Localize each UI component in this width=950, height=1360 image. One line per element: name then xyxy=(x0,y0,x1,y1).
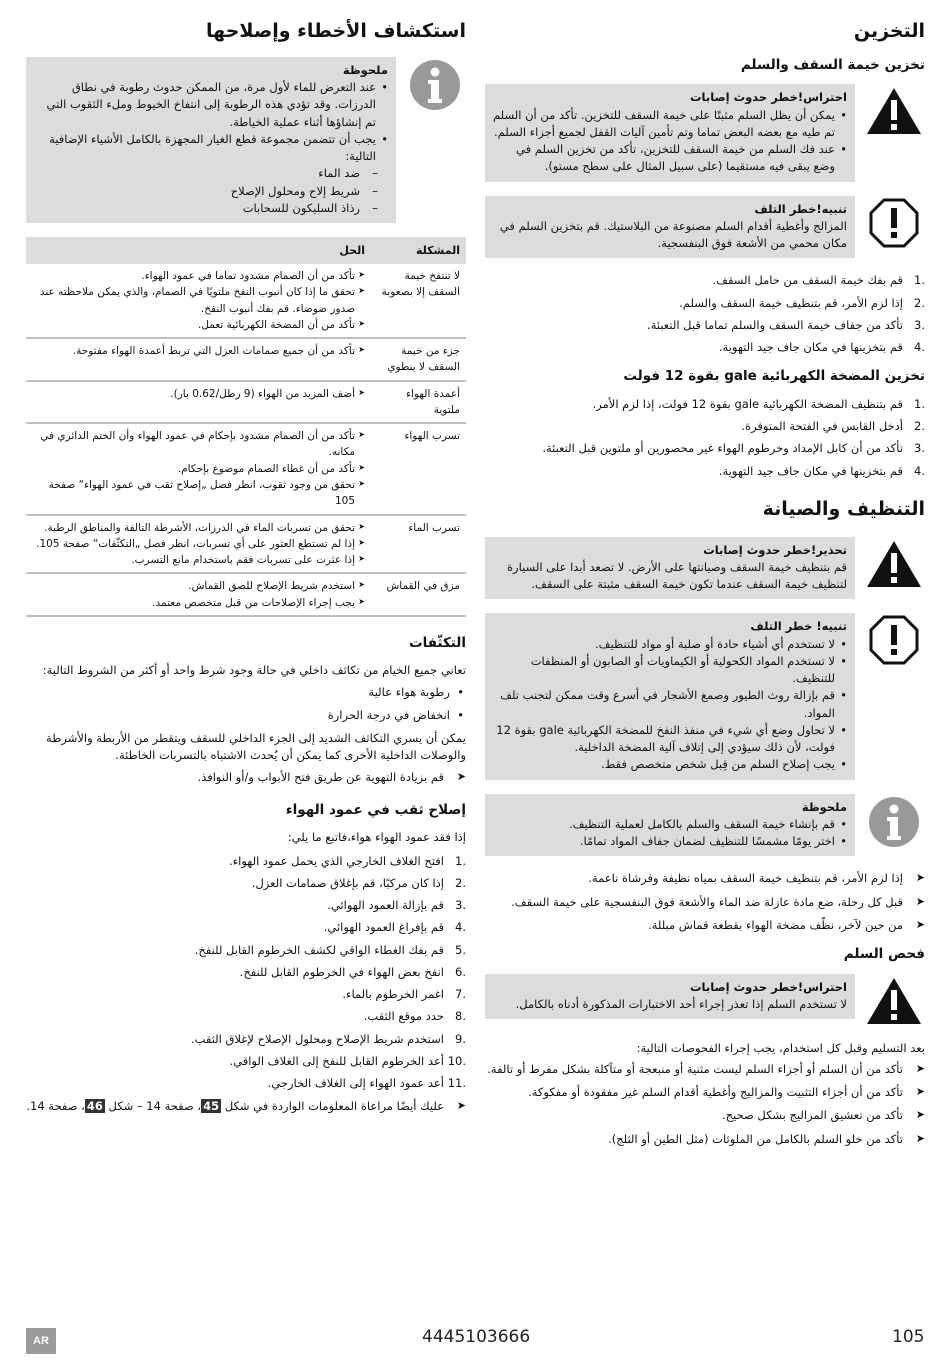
table-row xyxy=(26,381,466,424)
ladder-intro: بعد التسليم وقبل كل استخدام، يجب إجراء الفحوصات التالية: xyxy=(636,1040,925,1055)
step-item: .8 حدد موقع الثقب. xyxy=(363,1009,466,1024)
col-solution-header: الحل xyxy=(26,237,371,264)
troubleshooting-title: استكشاف الأخطاء وإصلاحها xyxy=(206,20,466,42)
cleaning-warning-panel xyxy=(485,537,855,600)
step-item: .9 استخدم شريط الإصلاح ومحلول الإصلاح لإغلاق الثقب. xyxy=(190,1031,466,1046)
caution-item: • لا تستخدم أي أشياء حادة أو صلبة أو مواد للتنظيف. xyxy=(493,636,847,653)
condition-item: • رطوبة هواء عالية xyxy=(26,684,466,701)
step-item: .3 تأكد من جفاف خيمة السقف والسلم تماما قبل التعبئة. xyxy=(647,317,925,332)
step-item: .11 أعد عمود الهواء إلى الغلاف الخارجي. xyxy=(267,1076,466,1091)
warning-title: احتراس!خطر حدوث إصابات xyxy=(690,90,847,105)
awning-caution-box xyxy=(485,196,925,259)
step-item: .2 إذا كان مركبًا، قم بإغلاق صمامات العزل. xyxy=(251,875,466,890)
condensation-action xyxy=(26,769,466,786)
note-item: • يجب أن تتضمن مجموعة قطع الغيار المجهزة بالكامل الأشياء الإضافية التالية: xyxy=(34,131,388,166)
note-title: ملحوظة xyxy=(801,799,847,814)
step-item: .2 إذا لزم الأمر، قم بتنظيف خيمة السقف والسلم. xyxy=(679,295,925,310)
repair-heading: إصلاح ثقب في عمود الهواء xyxy=(285,801,466,818)
action-item: ➤ إذا لزم الأمر، قم بتنظيف خيمة السقف بمياه نظيفة وفرشاة ناعمة. xyxy=(485,870,925,887)
step-item: .5 قم بفك الغطاء الواقي لكشف الخرطوم القابل للنفخ. xyxy=(194,942,466,957)
troubleshooting-note-box xyxy=(26,57,466,223)
check-item: ➤ تأكد من خلو السلم بالكامل من الملوثات (مثل الطين أو الثلج). xyxy=(485,1131,925,1148)
caution-icon xyxy=(863,613,925,665)
solution-cell: ➤ أضف المزيد من الهواء (9 رطل/0.62 بار). xyxy=(26,381,371,424)
awning-heading: تخزين خيمة السقف والسلم xyxy=(740,56,925,73)
caution-title: تنبيه! خطر التلف xyxy=(750,619,847,634)
problem-cell: تسرب الماء xyxy=(371,515,466,574)
cleaning-note-panel xyxy=(485,794,855,857)
info-icon xyxy=(404,57,466,111)
table-row xyxy=(26,515,466,574)
note-item: • عند التعرض للماء لأول مرة، من الممكن حدوث رطوبة في نطاق الدرزات. وقد تؤدي هذه الرطوبة إلى انتفاخ الخيوط وملء الثقوب التي تم إنشاؤها أثناء عملية الخياطة. xyxy=(34,79,388,131)
step-item: .1 قم بتنظيف المضخة الكهربائية gale بقوة 12 فولت، إذا لزم الأمر. xyxy=(592,396,925,411)
solution-cell: ➤ تأكد من أن الصمام مشدود تماما في عمود الهواء. ➤ تحقق ما إذا كان أنبوب النفخ ملتويًا في الصمام، والذي يمكن ملاحظته عند صدور ضوضاء. قم بفك أنبوب النفخ. ➤ تأكد من أن المضخة الكهربائية تعمل. xyxy=(26,264,371,338)
action-item: ➤ قبل كل رحلة، ضع مادة عازلة ضد الماء والأشعة فوق البنفسجية على خيمة السقف. xyxy=(485,894,925,911)
step-item: .4 قم بإفراغ العمود الهوائي. xyxy=(323,920,466,935)
condensation-conditions xyxy=(26,684,466,725)
condensation-text: يمكن أن يسري التكاثف الشديد إلى الجزء الداخلي للسقف ويتقطر من الأربطة والأشرطة والوصلات الداخلية الأخرى كما يمكن أن يُحدث الاشتباه بالتسربات الخاطئة. xyxy=(46,731,466,763)
solution-cell: ➤ تأكد من أن الصمام مشدود بإحكام في عمود الهواء وأن الختم الدائري في مكانه. ➤ تأكد من أن غطاء الصمام موضوع بإحكام. ➤ تحقق من وجود ثقوب، انظر فصل „إصلاح ثقب في عمود الهواء“ صفحة 105 xyxy=(26,423,371,514)
step-item: .7 اغمر الخرطوم بالماء. xyxy=(342,987,466,1002)
ladder-warning-box xyxy=(485,974,925,1026)
ladder-warning-panel xyxy=(485,974,855,1020)
storage-title: التخزين xyxy=(853,20,925,42)
troubleshooting-table xyxy=(26,237,466,617)
check-item: ➤ تأكد من تعشيق المزاليج بشكل صحيح. xyxy=(485,1107,925,1124)
note-item: • قم بإنشاء خيمة السقف والسلم بالكامل لعملية التنظيف. xyxy=(493,816,847,833)
figure-reference: ➤ عليك أيضًا مراعاة المعلومات الواردة في شكل 45، صفحة 14 – شكل 46، صفحة 14. xyxy=(26,1098,466,1115)
step-item: .6 انفخ بعض الهواء في الخرطوم القابل للنفخ. xyxy=(239,964,466,979)
solution-cell: ➤ تأكد من أن جميع صمامات العزل التي تربط أعمدة الهواء مفتوحة. xyxy=(26,338,371,381)
cleaning-caution-panel xyxy=(485,613,855,779)
troubleshooting-note-panel xyxy=(26,57,396,223)
cleaning-note-box xyxy=(485,794,925,857)
ladder-heading: فحص السلم xyxy=(843,946,925,963)
solution-cell: ➤ استخدم شريط الإصلاح للصق القماش. ➤ يجب إجراء الإصلاحات من قبل متخصص معتمد. xyxy=(26,573,371,616)
check-item: ➤ تأكد من أن أجزاء التثبيت والمزاليج وأغطية أقدام السلم غير مفقودة أو مفكوكة. xyxy=(485,1084,925,1101)
warning-text: لا تستخدم السلم إذا تعذر إجراء أحد الاختبارات المذكورة أدناه بالكامل. xyxy=(515,996,847,1011)
caution-item: • لا تستخدم المواد الكحولية أو الكيماويات أو الصابون أو المنظفات للتنظيف. xyxy=(493,653,847,688)
warning-icon xyxy=(863,537,925,589)
figure-45-tag: 45 xyxy=(203,1099,220,1114)
caution-icon xyxy=(863,196,925,248)
note-subitem: – رذاذ السليكون للسحابات xyxy=(34,200,378,217)
cleaning-title: التنظيف والصيانة xyxy=(762,497,925,520)
caution-title: تنبيه!خطر التلف xyxy=(754,201,847,216)
problem-cell: لا تنتفخ خيمة السقف إلا بصعوبة xyxy=(371,264,466,338)
awning-caution-panel xyxy=(485,196,855,259)
condensation-heading: التكثّفات xyxy=(409,634,466,651)
warning-text: قم بتنظيف خيمة السقف وصيانتها على الأرض. لا تصعد أبدا على السيارة لتنظيف خيمة السقف عندما تكون خيمة السقف مثبتة على السقف. xyxy=(507,559,847,592)
pump-heading: تخزين المضخة الكهربائية gale بقوة 12 فولت xyxy=(623,368,925,385)
step-item: .4 قم بتخزينها في مكان جاف جيد التهوية. xyxy=(718,340,925,355)
table-row xyxy=(26,264,466,338)
condition-item: • انخفاض في درجة الحرارة xyxy=(26,707,466,724)
document-code: 4445103666 xyxy=(422,1327,531,1347)
cleaning-actions xyxy=(485,870,925,934)
warning-title: تحذير!خطر حدوث إصابات xyxy=(703,542,847,557)
note-subitem: – شريط إلاح ومحلول الإصلاح xyxy=(34,183,378,200)
right-column xyxy=(485,20,925,1154)
caution-item: • قم بإزالة روث الطيور وصمغ الأشجار في أسرع وقت ممكن لتجنب تلف المواد. xyxy=(493,687,847,722)
table-row xyxy=(26,573,466,616)
left-column xyxy=(26,20,466,1122)
step-item: .2 أدخل القابس في الفتحة المتوفرة. xyxy=(741,419,925,434)
warning-icon xyxy=(863,974,925,1026)
repair-intro: إذا فقد عمود الهواء هواء،فاتبع ما يلي: xyxy=(287,830,466,845)
step-item: .10 أعد الخرطوم القابل للنفخ إلى الغلاف الواقي. xyxy=(229,1053,466,1068)
figure-46-tag: 46 xyxy=(86,1099,103,1114)
ladder-checks xyxy=(485,1061,925,1148)
warning-title: احتراس!خطر حدوث إصابات xyxy=(690,979,847,994)
note-title: ملحوظة xyxy=(342,62,388,77)
warning-item: • عند فك السلم من خيمة السقف للتخزين، تأكد من تخزين السلم في وضع يبقى فيه مستقيما (على سبيل المثال على سطح مستو). xyxy=(493,141,847,176)
table-row xyxy=(26,338,466,381)
language-badge: AR xyxy=(26,1328,56,1354)
problem-cell: أعمدة الهواء ملتوية xyxy=(371,381,466,424)
cleaning-warning-box xyxy=(485,537,925,600)
repair-reference xyxy=(26,1098,466,1115)
step-item: .4 قم بتخزينها في مكان جاف جيد التهوية. xyxy=(718,463,925,478)
table-row xyxy=(26,423,466,514)
caution-text: المزالج وأغطية أقدام السلم مصنوعة من البلاستيك. قم بتخزين السلم في مكان محمي من الأشعة فوق البنفسجية. xyxy=(499,218,847,251)
col-problem-header: المشكلة xyxy=(371,237,466,264)
page-number: 105 xyxy=(892,1327,925,1347)
note-item: • اختر يومًا مشمسًا للتنظيف لضمان جفاف المواد تمامًا. xyxy=(493,833,847,850)
note-subitem: – ضد الماء xyxy=(34,165,378,182)
caution-item: • يجب إصلاح السلم من قِبل شخص متخصص فقط. xyxy=(493,756,847,773)
step-item: .1 قم بفك خيمة السقف من حامل السقف. xyxy=(712,273,925,288)
action-item: ➤ من حين لآخر، نظّف مضخة الهواء بقطعة قماش مبللة. xyxy=(485,917,925,934)
step-item: .3 تأكد من أن كابل الإمداد وخرطوم الهواء غير محصورين أو ملتوين قبل التعبئة. xyxy=(542,441,925,456)
step-item: .3 قم بإزالة العمود الهوائي. xyxy=(327,898,466,913)
check-item: ➤ تأكد من أن السلم أو أجزاء السلم ليست مثنية أو منبعجة أو متآكلة بشكل مفرط أو تالفة. xyxy=(485,1061,925,1078)
awning-steps xyxy=(485,272,925,356)
info-icon xyxy=(863,794,925,848)
repair-steps xyxy=(26,853,466,1093)
action-item: ➤ قم بزيادة التهوية عن طريق فتح الأبواب و/أو النوافذ. xyxy=(26,769,466,786)
cleaning-caution-box xyxy=(485,613,925,779)
warning-item: • يمكن أن يظل السلم مثبتًا على خيمة السقف للتخزين. تأكد من أن السلم تم طيه مع بعضه البعض تماما وتم تأمين آليات القفل لجميع أجزاء السلم. xyxy=(493,107,847,142)
awning-warning-box xyxy=(485,84,925,181)
condensation-intro: تعاني جميع الخيام من تكاثف داخلي في حالة وجود شرط واحد أو أكثر من الشروط التالية: xyxy=(42,663,466,678)
warning-icon xyxy=(863,84,925,136)
awning-warning-panel xyxy=(485,84,855,181)
caution-item: • لا تحاول وضع أي شيء في منفذ النفخ للمضخة الكهربائية gale بقوة 12 فولت، لأن ذلك سيؤدي إلى إتلاف آلية المضخة الداخلية. xyxy=(493,722,847,757)
problem-cell: مزق في القماش xyxy=(371,573,466,616)
step-item: .1 افتح الغلاف الخارجي الذي يحمل عمود الهواء. xyxy=(229,853,466,868)
solution-cell: ➤ تحقق من تسربات الماء في الدرزات، الأشرطة التالفة والمناطق الرطبة. ➤ إذا لم تستطع العثور على أي تسربات، انظر فصل „التكثّفات“ صفحة 105. ➤ إذا عثرت على تسربات فقم باستخدام مانع التسرب. xyxy=(26,515,371,574)
problem-cell: جزء من خيمة السقف لا ينطوي xyxy=(371,338,466,381)
pump-steps xyxy=(485,396,925,480)
problem-cell: تسرب الهواء xyxy=(371,423,466,514)
